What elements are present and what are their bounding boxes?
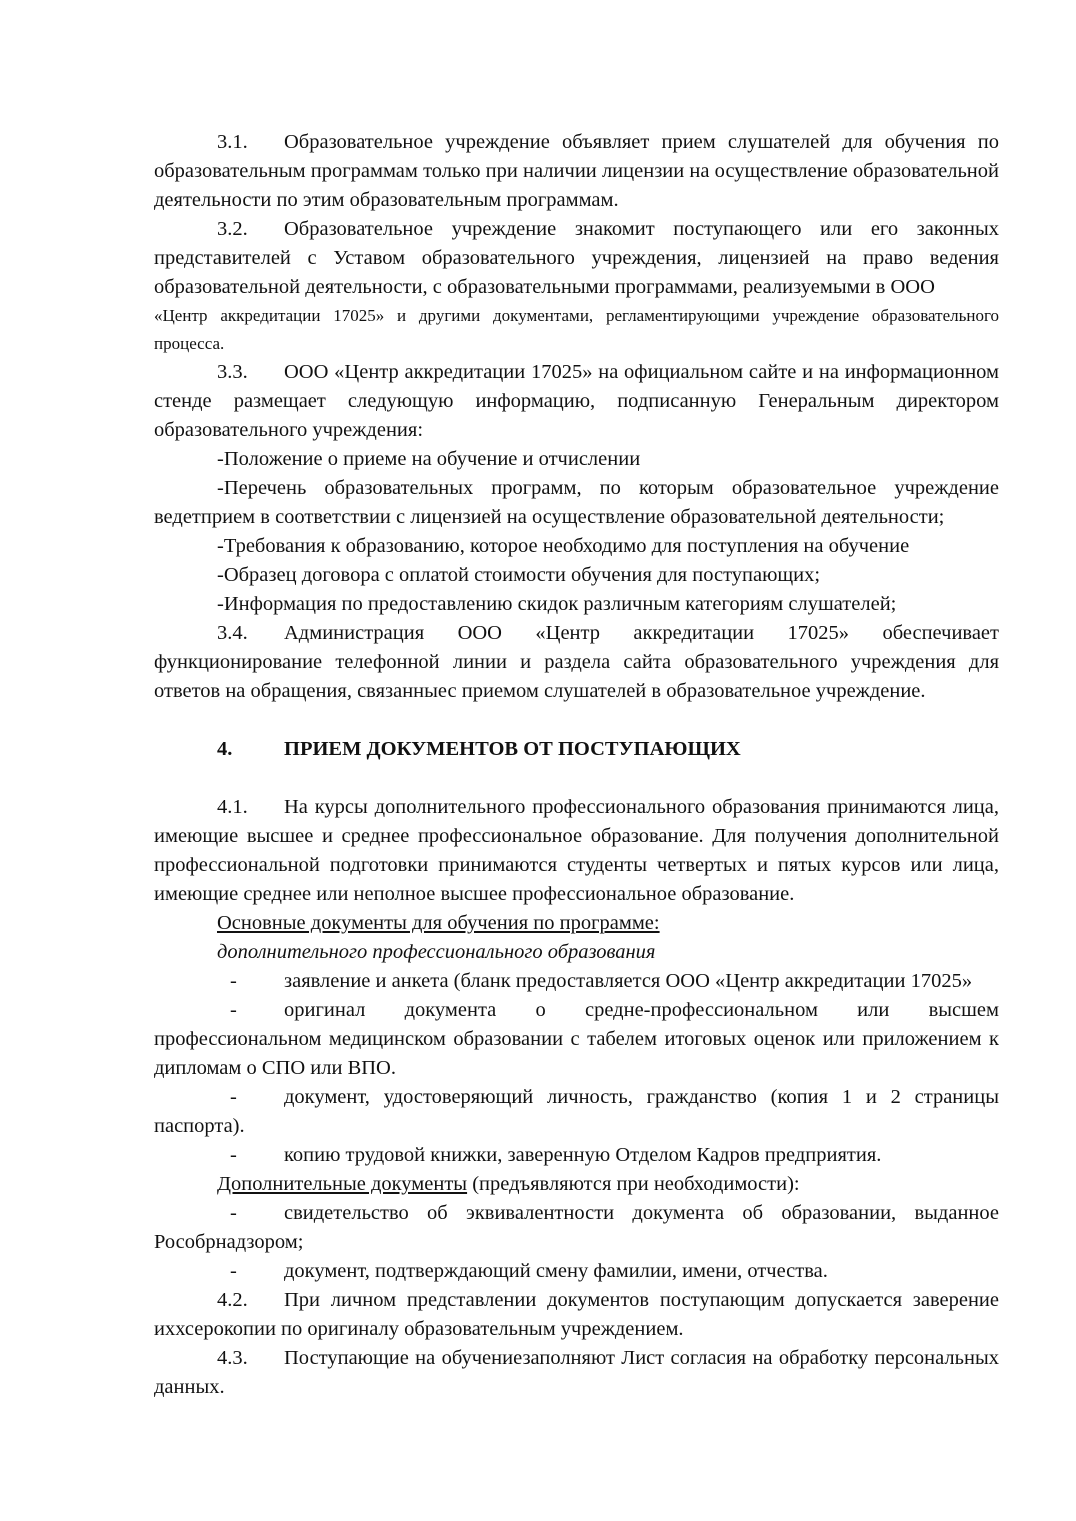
heading-text: ПРИЕМ ДОКУМЕНТОВ ОТ ПОСТУПАЮЩИХ	[284, 738, 741, 760]
doc-list-item	[154, 967, 999, 996]
dash-marker: -	[230, 1086, 237, 1108]
main-docs-label	[154, 909, 999, 938]
list-item: -Положение о приеме на обучение и отчислении	[217, 448, 641, 470]
paragraph-number: 4.2.	[217, 1289, 248, 1311]
paragraph-4-1	[154, 793, 999, 909]
paragraph-number: 3.4.	[217, 622, 248, 644]
dash-marker: -	[230, 1202, 237, 1224]
paragraph-text: Образовательное учреждение объявляет прием слушателей для обучения по образовательным программам только при наличии лицензии на осуществление образовательной деятельности по этим образовательным программам.	[154, 131, 999, 211]
paragraph-3-4	[154, 619, 999, 706]
dash-marker: -	[230, 999, 237, 1021]
doc-list-item	[154, 996, 999, 1083]
main-docs-label-text: Основные документы для обучения по программе:	[217, 912, 660, 934]
document-page	[154, 128, 999, 1402]
doc-list-text: свидетельство об эквивалентности документа об образовании, выданное Рособрнадзором;	[154, 1202, 999, 1253]
extra-docs-label-text: Дополнительные документы	[217, 1173, 468, 1195]
doc-list-text: документ, подтверждающий смену фамилии, имени, отчества.	[284, 1260, 828, 1282]
paragraph-3-2	[154, 215, 999, 302]
heading-number: 4.	[217, 738, 233, 760]
dash-marker: -	[230, 1144, 237, 1166]
doc-list-text: заявление и анкета (бланк предоставляется ООО «Центр аккредитации 17025»	[284, 970, 973, 992]
paragraph-number: 3.2.	[217, 218, 248, 240]
extra-docs-note: (предъявляются при необходимости):	[467, 1173, 800, 1195]
paragraph-number: 4.3.	[217, 1347, 248, 1369]
paragraph-text: Образовательное учреждение знакомит поступающего или его законных представителей с Уставом образовательного учреждения, лицензией на право ведения образовательной деятельности, с образовательными программами, реализуемыми в ООО	[154, 218, 999, 298]
paragraph-number: 4.1.	[217, 796, 248, 818]
paragraph-number: 3.3.	[217, 361, 248, 383]
list-item: -Информация по предоставлению скидок различным категориям слушателей;	[217, 593, 897, 615]
dash-marker: -	[230, 1260, 237, 1282]
paragraph-3-3	[154, 358, 999, 445]
doc-list-text: копию трудовой книжки, заверенную Отделом Кадров предприятия.	[284, 1144, 882, 1166]
doc-list-text: оригинал документа о средне-профессиональном или высшем профессиональном медицинском образовании с табелем итоговых оценок или приложением к дипломам о СПО или ВПО.	[154, 999, 999, 1079]
paragraph-text: При личном представлении документов поступающим допускается заверение иххсерокопии по оригиналу образовательным учреждением.	[154, 1289, 999, 1340]
doc-list-item	[154, 1141, 999, 1170]
list-item: -Требования к образованию, которое необходимо для поступления на обучение	[217, 535, 910, 557]
paragraph-text: Поступающие на обучениезаполняют Лист согласия на обработку персональных данных.	[154, 1347, 999, 1398]
list-item: -Образец договора с оплатой стоимости обучения для поступающих;	[217, 564, 821, 586]
section-heading-4	[154, 735, 999, 764]
list-item: -Перечень образовательных программ, по которым образовательное учреждение ведетприем в соответствии с лицензией на осуществление образовательной деятельности;	[154, 477, 999, 528]
dash-marker: -	[230, 970, 237, 992]
paragraph-3-2-small: «Центр аккредитации 17025» и другими документами, регламентирующими учреждение образовательного процесса.	[154, 306, 999, 353]
paragraph-4-2	[154, 1286, 999, 1344]
paragraph-3-1	[154, 128, 999, 215]
extra-docs-label	[154, 1170, 999, 1199]
paragraph-text: Администрация ООО «Центр аккредитации 17025» обеспечивает функционирование телефонной линии и раздела сайта образовательного учреждения для ответов на обращения, связанныес приемом слушателей в образовательное учреждение.	[154, 622, 999, 702]
paragraph-text: ООО «Центр аккредитации 17025» на официальном сайте и на информационном стенде размещает следующую информацию, подписанную Генеральным директором образовательного учреждения:	[154, 361, 999, 441]
doc-list-item	[154, 1257, 999, 1286]
doc-list-item	[154, 1199, 999, 1257]
doc-list-text: документ, удостоверяющий личность, гражданство (копия 1 и 2 страницы паспорта).	[154, 1086, 999, 1137]
doc-list-item	[154, 1083, 999, 1141]
paragraph-number: 3.1.	[217, 131, 248, 153]
paragraph-text: На курсы дополнительного профессионального образования принимаются лица, имеющие высшее и среднее профессиональное образование. Для получения дополнительной профессиональной подготовки принимаются студенты четвертых и пятых курсов или лица, имеющие среднее или неполное высшее профессиональное образование.	[154, 796, 999, 905]
main-docs-subtitle: дополнительного профессионального образования	[217, 941, 656, 963]
paragraph-4-3	[154, 1344, 999, 1402]
